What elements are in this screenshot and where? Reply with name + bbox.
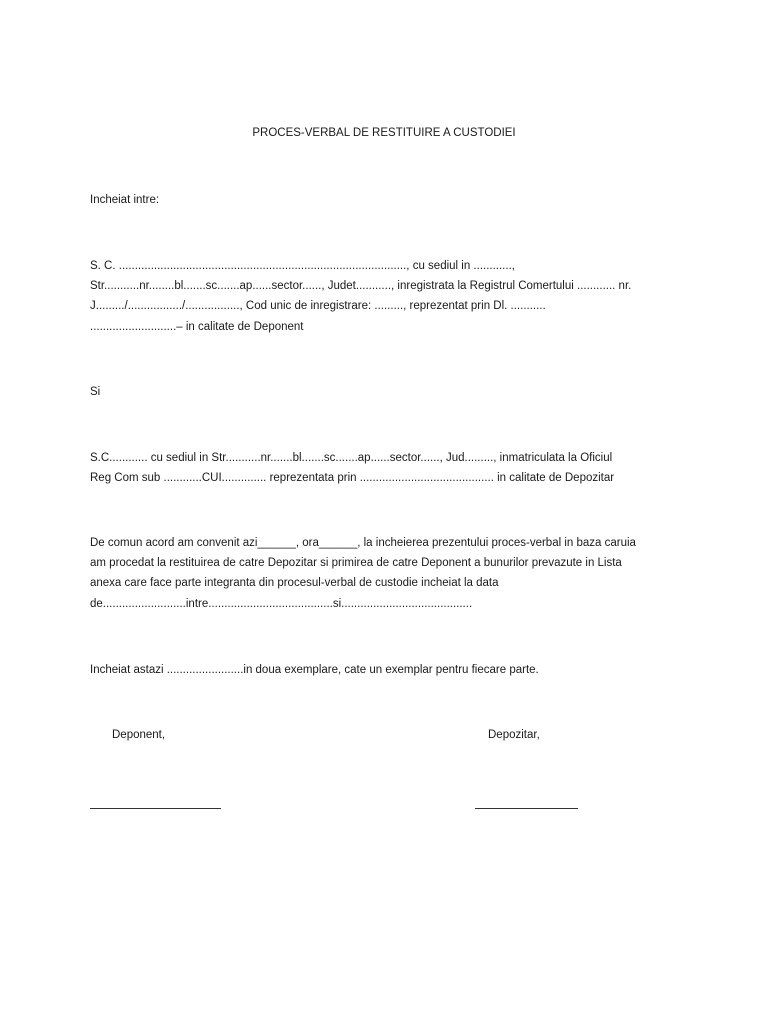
depositor-signature-label: Deponent, <box>112 729 166 741</box>
agreement-line-4: de..........................intre.......................................si......................................... <box>90 598 473 610</box>
agreement-line-1: De comun acord am convenit azi______, ora______, la incheierea prezentului proces-verbal in baza caruia <box>90 537 636 549</box>
and-label: Si <box>90 386 101 398</box>
depositary-signature-label: Depozitar, <box>488 729 540 741</box>
depositary-signature-line <box>475 808 578 809</box>
depositor-signature-line <box>90 808 221 809</box>
depositor-line-3: J........./................./................., Cod unic de inregistrare: ........., reprezentat prin Dl. ........... <box>90 300 546 312</box>
agreement-line-3: anexa care face parte integranta din procesul-verbal de custodie incheiat la data <box>90 577 499 589</box>
depositor-line-4: ...........................– in calitate de Deponent <box>90 321 304 333</box>
agreement-line-2: am procedat la restituirea de catre Depozitar si primirea de catre Deponent a bunurilor prevazute in Lista <box>90 557 622 569</box>
depositor-line-2: Str...........nr........bl.......sc.......ap......sector......, Judet..........., inregistrata la Registrul Comertului ............ nr. <box>90 280 632 292</box>
closing-statement: Incheiat astazi ........................in doua exemplare, cate un exemplar pentru fiecare parte. <box>90 664 539 676</box>
depositary-line-2: Reg Com sub ............CUI.............. reprezentata prin .......................................... in calitate de Depozitar <box>90 472 615 484</box>
document-title: PROCES-VERBAL DE RESTITUIRE A CUSTODIEI <box>252 127 516 139</box>
depositor-line-1: S. C. .........................................................................................., cu sediul in ............, <box>90 260 515 272</box>
concluded-between-label: Incheiat intre: <box>90 194 160 206</box>
depositary-line-1: S.C............ cu sediul in Str...........nr.......bl.......sc.......ap......sector......, Jud........., inmatriculata la Oficiul <box>90 452 613 464</box>
